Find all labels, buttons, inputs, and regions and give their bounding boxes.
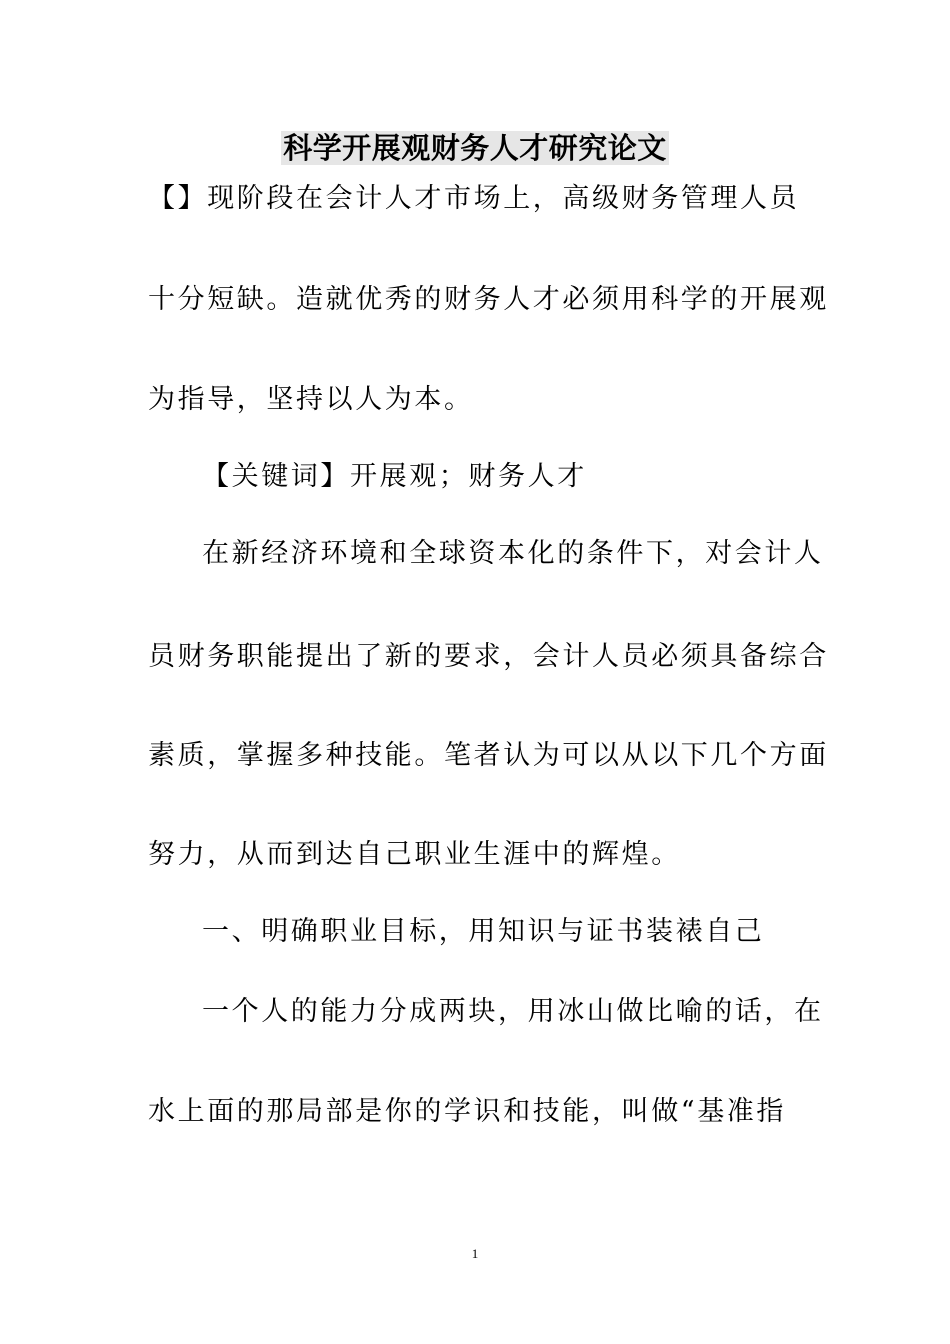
paragraph-line: 十分短缺。造就优秀的财务人才必须用科学的开展观 [148,284,829,315]
keywords-line: 【关键词】开展观；财务人才 [202,461,587,492]
paragraph-line: 努力，从而到达自己职业生涯中的辉煌。 [148,839,681,870]
page-number: 1 [471,1246,479,1261]
paragraph-line: 一个人的能力分成两块，用冰山做比喻的话，在 [202,996,824,1027]
paragraph-line: 在新经济环境和全球资本化的条件下，对会计人 [202,538,824,569]
paragraph-line: 水上面的那局部是你的学识和技能，叫做“基准指 [148,1096,787,1127]
paragraph-line: 素质，掌握多种技能。笔者认为可以从以下几个方面 [148,740,829,771]
paragraph-line: 为指导，坚持以人为本。 [148,384,474,415]
paragraph-line: 【】现阶段在会计人才市场上，高级财务管理人员 [148,183,800,214]
title-text: 科学开展观财务人才研究论文 [283,131,667,165]
paragraph-line: 员财务职能提出了新的要求，会计人员必须具备综合 [148,641,829,672]
document-title [0,128,950,168]
section-heading: 一、明确职业目标，用知识与证书装裱自己 [202,916,765,947]
